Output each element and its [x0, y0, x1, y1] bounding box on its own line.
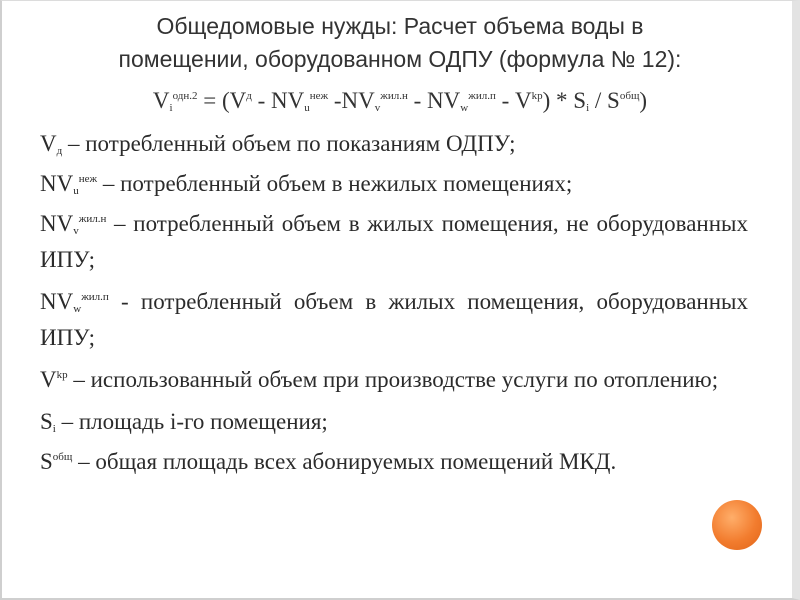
definitions-list: [40, 126, 748, 486]
definition-s-obsh: $S^{общ}$ – общая площадь всех абонируемых помещений МКД.: [40, 449, 617, 474]
slide-title: [40, 10, 760, 76]
definition-nvw-zhil-p: $NV_w^{жил.п}$ - потребленный объем в жилых помещения, оборудованных ИПУ;: [40, 289, 748, 350]
title-line-2: помещении, оборудованном ОДПУ (формула № 12):: [118, 46, 682, 72]
definition-nvv-zhil-n: $NV_v^{жил.н}$ – потребленный объем в жилых помещения, не оборудованных ИПУ;: [40, 211, 748, 272]
formula-12: $V_i^{одн.2} = (V^д - NV_u^{неж}$ $-NV_v^{жил.н} - NV_w^{жил.п} - V^{kp}) * S_i / S^{общ}$): [152, 88, 648, 114]
definition-vd: $V_д$ – потребленный объем по показаниям ОДПУ;: [40, 131, 516, 157]
decorative-orange-circle: [712, 500, 762, 550]
definition-vkr: $V^{kp}$ – использованный объем при производстве услуги по отоплению;: [40, 367, 719, 392]
title-line-1: Общедомовые нужды: Расчет объема воды в: [156, 13, 644, 39]
definition-nvu-nezh: $NV_u^{неж}$ – потребленный объем в нежилых помещениях;: [40, 171, 573, 197]
definition-si: $S_i$ – площадь i-го помещения;: [40, 409, 328, 435]
